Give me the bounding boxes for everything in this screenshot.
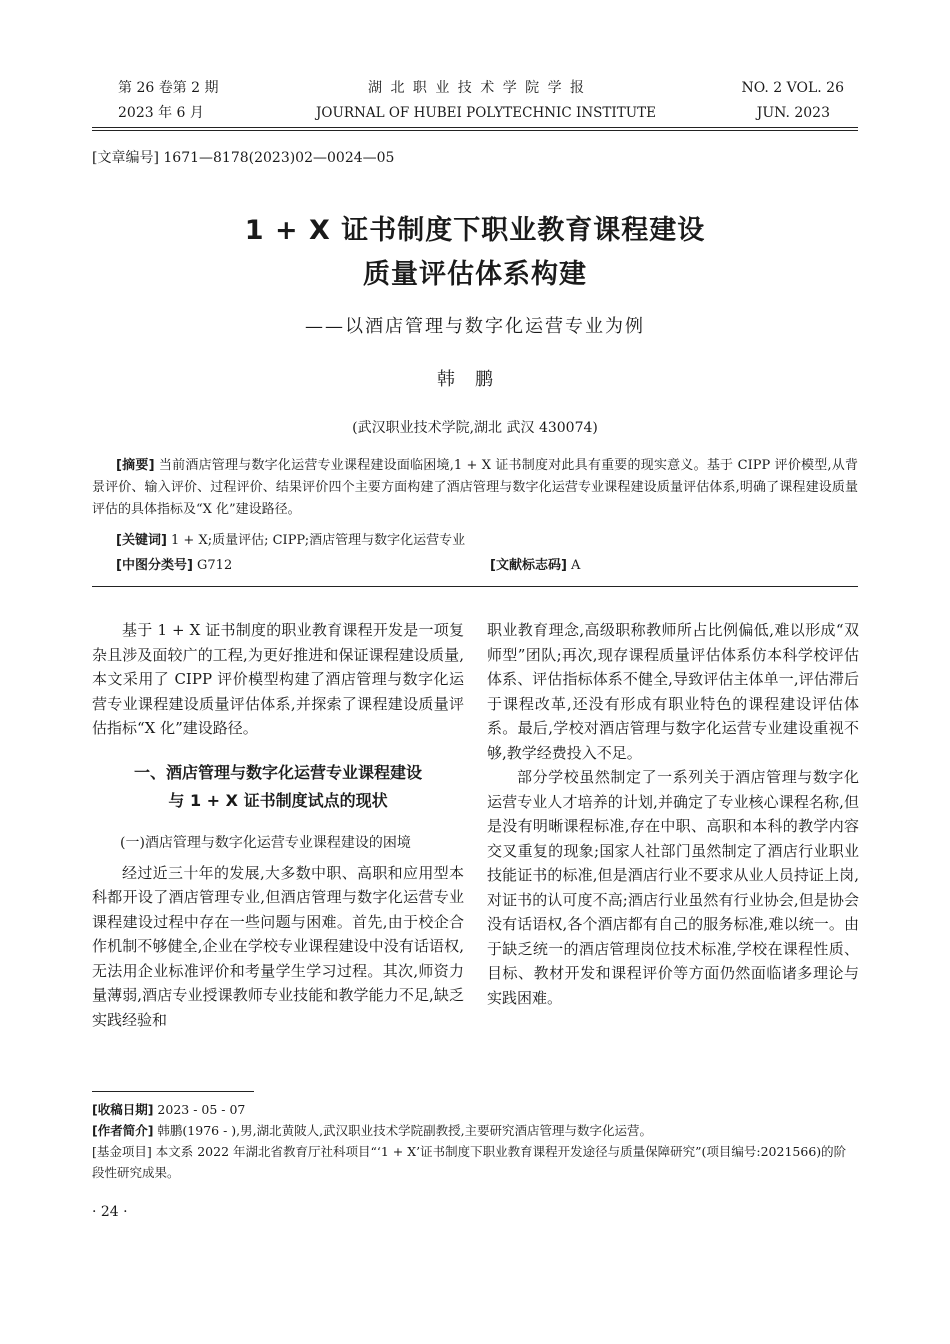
footnote-received bbox=[92, 1099, 858, 1120]
author-name: 韩鹏 bbox=[437, 369, 513, 390]
header-rule-bottom bbox=[92, 130, 858, 131]
classification-label: [中图分类号] bbox=[116, 558, 193, 573]
keywords-text: 1 + X;质量评估; CIPP;酒店管理与数字化运营专业 bbox=[171, 533, 466, 548]
header-date-en: JUN. 2023 bbox=[756, 105, 830, 121]
header-volume: 第 26 卷第 2 期 bbox=[118, 80, 219, 96]
abstract bbox=[92, 455, 858, 521]
page-number: · 24 · bbox=[92, 1204, 128, 1220]
subtitle: ——以酒店管理与数字化运营专业为例 bbox=[305, 316, 645, 337]
section-1-heading-line-2: 与 1 + X 证书制度试点的现状 bbox=[168, 790, 388, 810]
author-info-label: [作者简介] bbox=[92, 1123, 154, 1138]
classification bbox=[116, 555, 476, 577]
doc-code-text: A bbox=[571, 558, 581, 573]
title-line-2: 质量评估体系构建 bbox=[363, 259, 587, 290]
footnote-author bbox=[92, 1120, 858, 1141]
footnote-fund bbox=[92, 1141, 858, 1183]
classification-text: G712 bbox=[197, 558, 233, 573]
author-info: 韩鹏(1976 - ),男,湖北黄陂人,武汉职业技术学院副教授,主要研究酒店管理与数字化运营。 bbox=[157, 1123, 653, 1138]
right-paragraph-1: 职业教育理念,高级职称教师所占比例偏低,难以形成“双师型”团队;再次,现存课程质量评估体系仿本科学校评估体系、评估指标体系不健全,导致评估主体单一,评估滞后于课程改革,还没有形成有职业特色的课程建设评估体系。最后,学校对酒店管理与数字化运营专业建设重视不够,教学经费投入不足。 bbox=[487, 621, 859, 762]
left-paragraph-1: 经过近三十年的发展,大多数中职、高职和应用型本科都开设了酒店管理专业,但酒店管理与数字化运营专业课程建设过程中存在一些问题与困难。首先,由于校企合作机制不够健全,企业在学校专业课程建设中没有话语权,无法用企业标准评价和考量学生学习过程。其次,师资力量薄弱,酒店专业授课教师专业技能和教学能力不足,缺乏实践经验和 bbox=[92, 863, 464, 1029]
fund-label: [基金项目] bbox=[92, 1144, 152, 1159]
footnotes bbox=[92, 1099, 858, 1183]
fund-info: 本文系 2022 年湖北省教育厅社科项目“‘1 + X’证书制度下职业教育课程开发途径与质量保障研究”(项目编号:2021566)的阶段性研究成果。 bbox=[92, 1144, 847, 1180]
intro-paragraph: 基于 1 + X 证书制度的职业教育课程开发是一项复杂且涉及面较广的工程,为更好推进和保证课程建设质量,本文采用了 CIPP 评价模型构建了酒店管理与数字化运营专业课程建设质量评估体系,并探索了课程建设质量评估指标“X 化”建设路径。 bbox=[92, 621, 464, 737]
right-column bbox=[487, 618, 859, 1010]
header-issue-en: NO. 2 VOL. 26 bbox=[741, 80, 844, 96]
header-rule-top bbox=[92, 127, 858, 128]
header-journal-en: JOURNAL OF HUBEI POLYTECHNIC INSTITUTE bbox=[316, 105, 656, 121]
section-1-heading-line-1: 一、酒店管理与数字化运营专业课程建设 bbox=[133, 762, 422, 782]
header-date: 2023 年 6 月 bbox=[118, 105, 204, 121]
left-column bbox=[92, 618, 464, 1032]
right-paragraph-2: 部分学校虽然制定了一系列关于酒店管理与数字化运营专业人才培养的计划,并确定了专业核心课程名称,但是没有明晰课程标准,存在中职、高职和本科的教学内容交叉重复的现象;国家人社部门虽然制定了酒店行业职业技能证书的标准,但是酒店行业不要求从业人员持证上岗,对证书的认可度不高;酒店行业虽然有行业协会,但是协会没有话语权,各个酒店都有自己的服务标准,难以统一。由于缺乏统一的酒店管理岗位技术标准,学校在课程性质、目标、教材开发和课程评价等方面仍然面临诸多理论与实践困难。 bbox=[487, 768, 859, 1007]
article-id: [文章编号] 1671—8178(2023)02—0024—05 bbox=[92, 150, 395, 166]
header-journal-cn: 湖 北 职 业 技 术 学 院 学 报 bbox=[368, 80, 587, 96]
doc-code bbox=[490, 555, 790, 577]
abstract-text: 当前酒店管理与数字化运营专业课程建设面临困境,1 + X 证书制度对此具有重要的现实意义。基于 CIPP 评价模型,从背景评价、输入评价、过程评价、结果评价四个主要方面构建了酒店管理与数字化运营专业课程建设质量评估体系,明确了课程建设质量评估的具体指标及“X 化”建设路径。 bbox=[92, 458, 858, 517]
received-label: [收稿日期] bbox=[92, 1102, 154, 1117]
keywords bbox=[116, 530, 858, 552]
keywords-label: [关键词] bbox=[116, 533, 167, 548]
abstract-label: [摘要] bbox=[116, 458, 155, 473]
subsection-1-heading: (一)酒店管理与数字化运营专业课程建设的困境 bbox=[120, 834, 411, 851]
title-line-1: 1 + X 证书制度下职业教育课程建设 bbox=[244, 215, 706, 246]
doc-code-label: [文献标志码] bbox=[490, 558, 567, 573]
author-affiliation: (武汉职业技术学院,湖北 武汉 430074) bbox=[352, 420, 598, 436]
received-date: 2023 - 05 - 07 bbox=[157, 1102, 246, 1117]
abstract-rule bbox=[92, 586, 858, 587]
footnote-rule bbox=[92, 1091, 254, 1092]
